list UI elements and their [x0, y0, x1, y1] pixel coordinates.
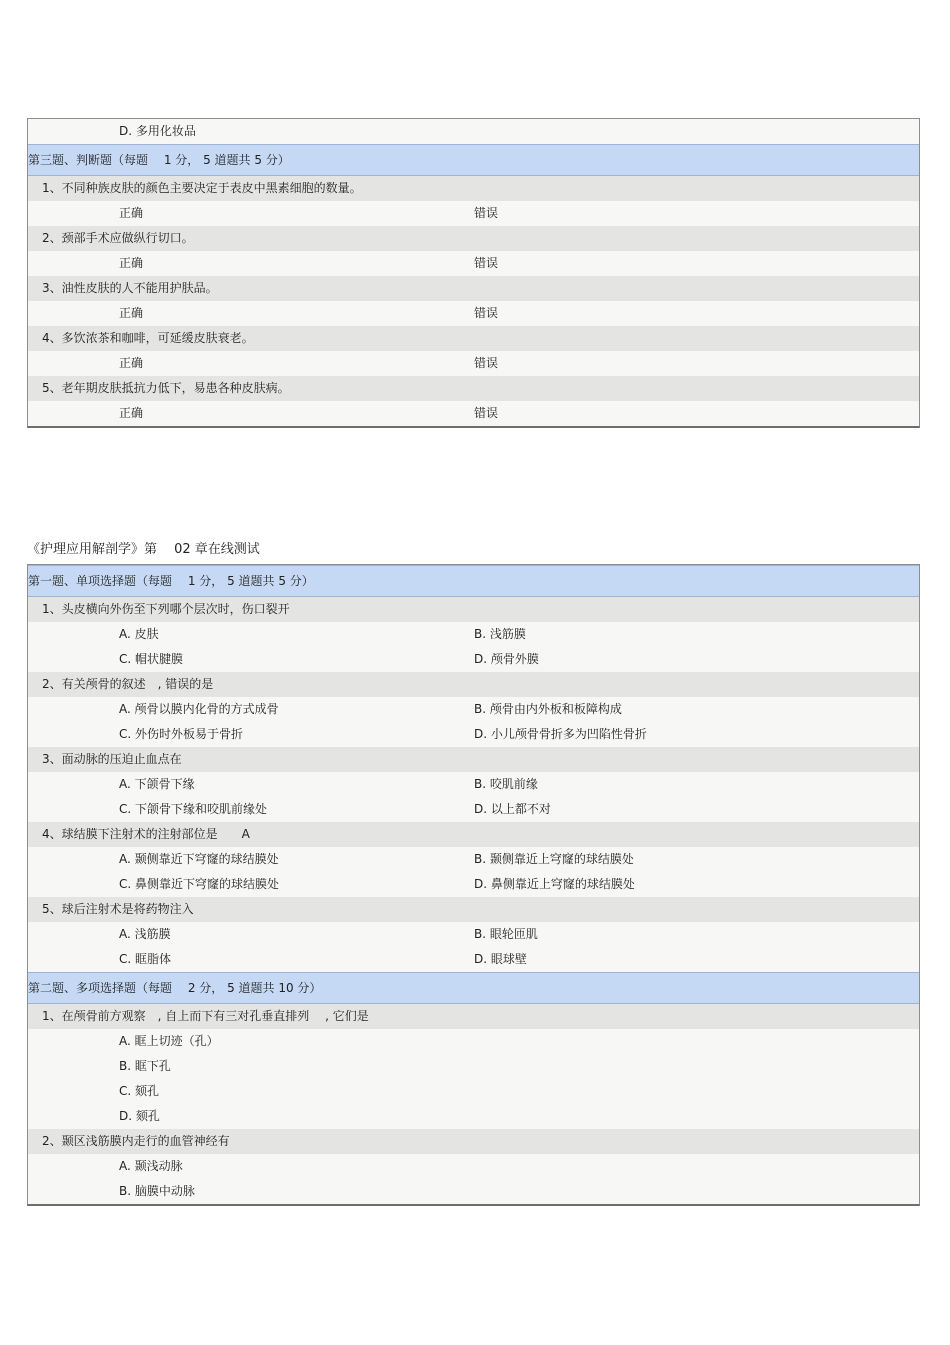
option-a[interactable]: A. 颞侧靠近下穹窿的球结膜处: [119, 852, 279, 866]
answer-false[interactable]: 错误: [474, 356, 499, 370]
option-row: [28, 647, 919, 672]
question-row: 5、球后注射术是将药物注入: [28, 897, 919, 922]
option-row: [28, 797, 919, 822]
option-d[interactable]: D. 颅骨外膜: [474, 652, 539, 666]
option-c[interactable]: C. 帽状腱膜: [119, 652, 184, 666]
answer-row: [28, 351, 919, 376]
option-label[interactable]: D. 多用化妆品: [119, 124, 196, 138]
option-c[interactable]: C. 鼻侧靠近下穹窿的球结膜处: [119, 877, 280, 891]
section-header-multi-choice: 第二题、多项选择题（每题 2 分， 5 道题共 10 分）: [28, 972, 919, 1004]
question-row: 4、球结膜下注射术的注射部位是 A: [28, 822, 919, 847]
page-title: 《护理应用解剖学》第 02 章在线测试: [27, 542, 260, 557]
option-d[interactable]: D. 以上都不对: [474, 802, 551, 816]
option-row: [28, 922, 919, 947]
option-d[interactable]: D. 小儿颅骨骨折多为凹陷性骨折: [474, 727, 647, 741]
question-row: 2、颈部手术应做纵行切口。: [28, 226, 919, 251]
option-b[interactable]: B. 颅骨由内外板和板障构成: [474, 702, 622, 716]
option-b[interactable]: B. 颞侧靠近上穹窿的球结膜处: [474, 852, 634, 866]
option-a[interactable]: A. 皮肤: [119, 627, 159, 641]
option-b[interactable]: B. 浅筋膜: [474, 627, 526, 641]
answer-true[interactable]: 正确: [119, 206, 144, 220]
section-header-single-choice: 第一题、单项选择题（每题 1 分， 5 道题共 5 分）: [28, 565, 919, 597]
answer-false[interactable]: 错误: [474, 256, 499, 270]
option-b[interactable]: B. 脑膜中动脉: [119, 1184, 195, 1198]
question-row: 1、在颅骨前方观察 , 自上而下有三对孔垂直排列 , 它们是: [28, 1004, 919, 1029]
question-row: 3、面动脉的压迫止血点在: [28, 747, 919, 772]
question-row: 1、头皮横向外伤至下列哪个层次时，伤口裂开: [28, 597, 919, 622]
option-row: [28, 1179, 919, 1204]
answer-row: [28, 401, 919, 426]
answer-false[interactable]: 错误: [474, 406, 499, 420]
option-row: [28, 622, 919, 647]
option-row: [28, 722, 919, 747]
question-row: 5、老年期皮肤抵抗力低下，易患各种皮肤病。: [28, 376, 919, 401]
option-row: [28, 872, 919, 897]
option-b[interactable]: B. 咬肌前缘: [474, 777, 538, 791]
option-d[interactable]: D. 鼻侧靠近上穹窿的球结膜处: [474, 877, 635, 891]
quiz-panel-1: [27, 118, 920, 428]
answer-true[interactable]: 正确: [119, 356, 144, 370]
option-row[interactable]: [28, 119, 919, 144]
answer-true[interactable]: 正确: [119, 256, 144, 270]
option-d[interactable]: D. 眼球壁: [474, 952, 527, 966]
option-a[interactable]: A. 下颌骨下缘: [119, 777, 195, 791]
question-row: 3、油性皮肤的人不能用护肤品。: [28, 276, 919, 301]
answer-true[interactable]: 正确: [119, 306, 144, 320]
option-row: [28, 847, 919, 872]
question-row: 4、多饮浓茶和咖啡，可延缓皮肤衰老。: [28, 326, 919, 351]
answer-row: [28, 201, 919, 226]
option-c[interactable]: C. 下颌骨下缘和咬肌前缘处: [119, 802, 268, 816]
option-row: [28, 1079, 919, 1104]
answer-row: [28, 251, 919, 276]
option-row: [28, 947, 919, 972]
answer-false[interactable]: 错误: [474, 206, 499, 220]
answer-true[interactable]: 正确: [119, 406, 144, 420]
question-row: 1、不同种族皮肤的颜色主要决定于表皮中黑素细胞的数量。: [28, 176, 919, 201]
section-header-true-false: 第三题、判断题（每题 1 分， 5 道题共 5 分）: [28, 144, 919, 176]
answer-false[interactable]: 错误: [474, 306, 499, 320]
option-c[interactable]: C. 眶脂体: [119, 952, 172, 966]
question-row: 2、有关颅骨的叙述 , 错误的是: [28, 672, 919, 697]
option-row: [28, 1154, 919, 1179]
quiz-panel-2: [27, 564, 920, 1206]
option-c[interactable]: C. 颏孔: [119, 1084, 160, 1098]
option-a[interactable]: A. 颅骨以膜内化骨的方式成骨: [119, 702, 279, 716]
option-b[interactable]: B. 眼轮匝肌: [474, 927, 538, 941]
option-row: [28, 1054, 919, 1079]
option-d[interactable]: D. 颏孔: [119, 1109, 160, 1123]
option-c[interactable]: C. 外伤时外板易于骨折: [119, 727, 244, 741]
answer-row: [28, 301, 919, 326]
option-row: [28, 772, 919, 797]
option-a[interactable]: A. 颞浅动脉: [119, 1159, 183, 1173]
question-row: 2、颞区浅筋膜内走行的血管神经有: [28, 1129, 919, 1154]
option-row: [28, 1104, 919, 1129]
option-a[interactable]: A. 浅筋膜: [119, 927, 171, 941]
option-b[interactable]: B. 眶下孔: [119, 1059, 171, 1073]
option-row: [28, 1029, 919, 1054]
option-a[interactable]: A. 眶上切迹（孔）: [119, 1034, 219, 1048]
option-row: [28, 697, 919, 722]
